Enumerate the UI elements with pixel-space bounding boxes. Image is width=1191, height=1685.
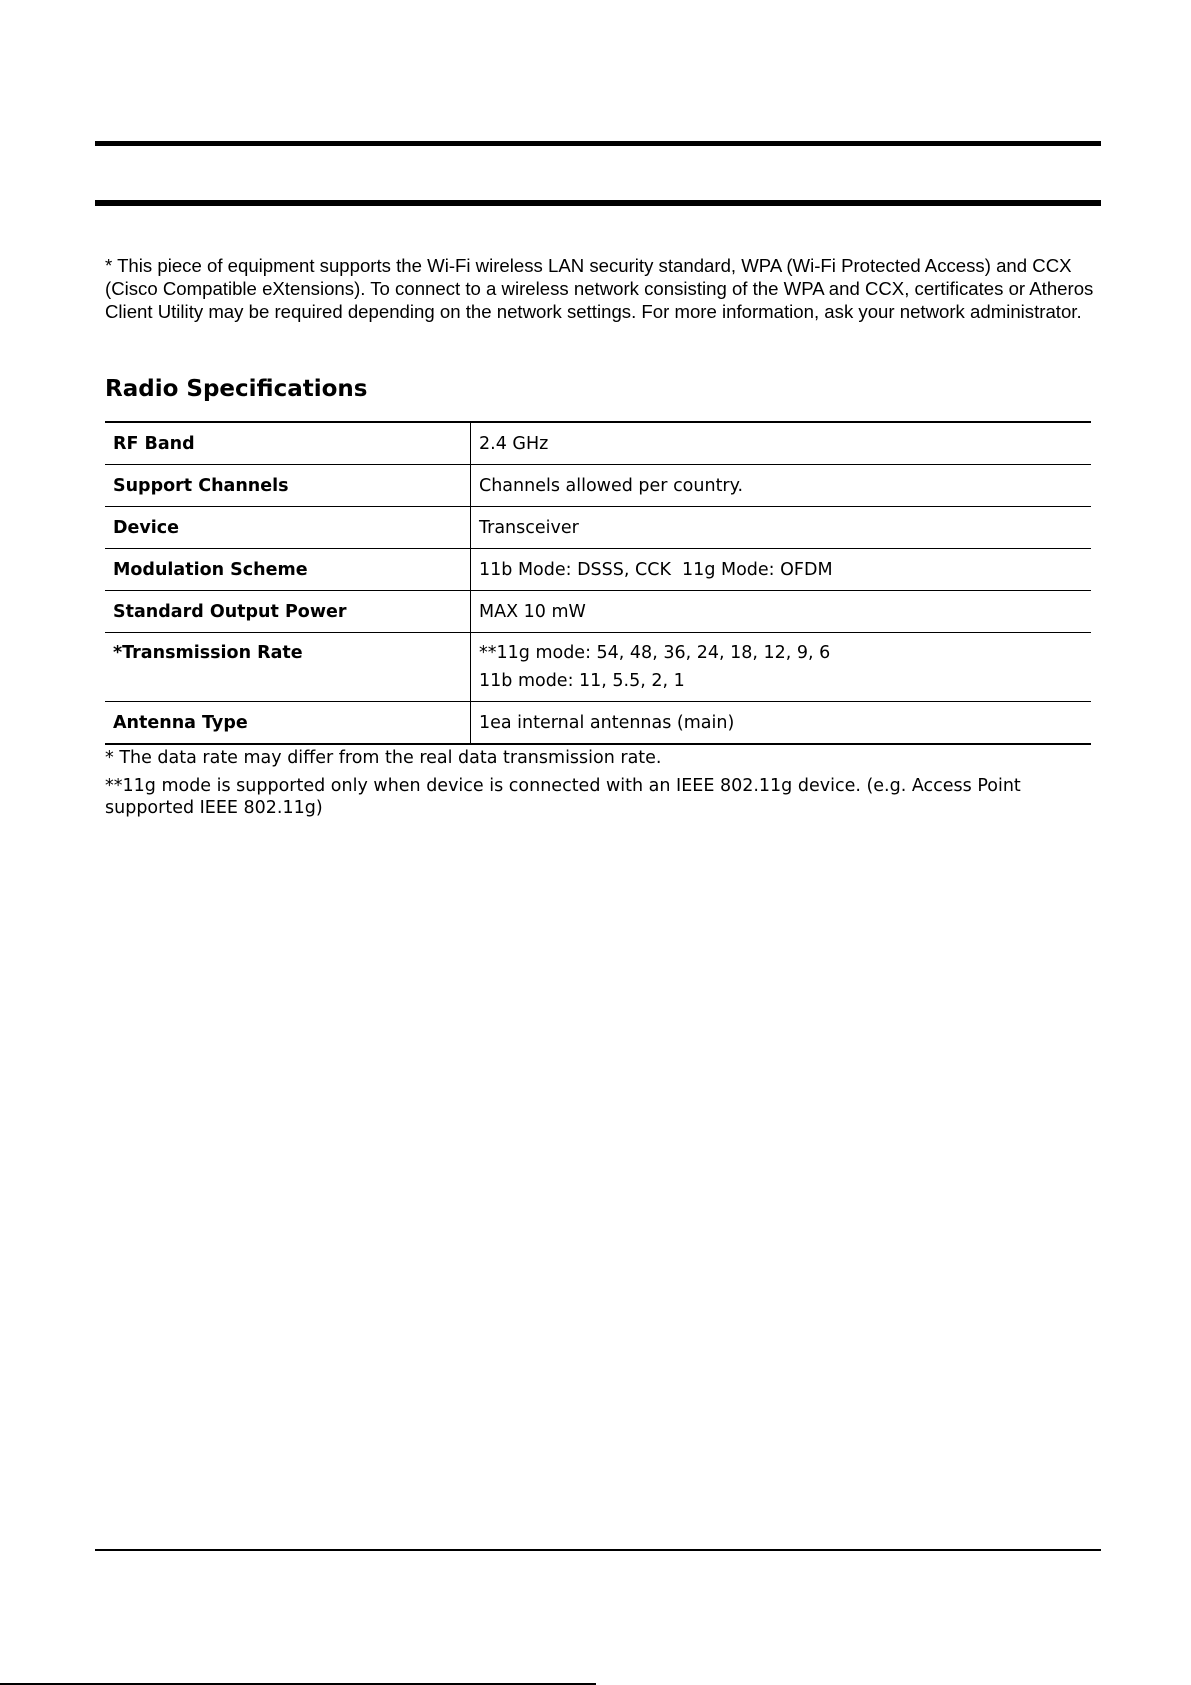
spec-label-transmission-rate: *Transmission Rate xyxy=(105,633,471,702)
transmission-rate-11b: 11b mode: 11, 5.5, 2, 1 xyxy=(479,671,685,691)
table-footnotes xyxy=(105,747,1095,825)
header-rule-bottom xyxy=(95,200,1101,206)
footer-rule xyxy=(95,1549,1101,1551)
spec-label-rf-band: RF Band xyxy=(105,422,471,465)
spec-label-standard-output-power: Standard Output Power xyxy=(105,591,471,633)
spec-value-modulation-scheme: 11b Mode: DSSS, CCK 11g Mode: OFDM xyxy=(479,559,833,580)
spec-label-support-channels: Support Channels xyxy=(105,465,471,507)
table-row xyxy=(105,549,1091,591)
spec-label-device: Device xyxy=(105,507,471,549)
table-row xyxy=(105,702,1091,745)
footnote-data-rate: * The data rate may differ from the real data transmission rate. xyxy=(105,748,662,768)
spec-value-antenna-type: 1ea internal antennas (main) xyxy=(479,712,735,733)
spec-value-transmission-rate xyxy=(471,633,1092,702)
table-row xyxy=(105,591,1091,633)
footnote-11g-mode: **11g mode is supported only when device is connected with an IEEE 802.11g device. (e.g. Access Point supported IEEE 802.11g) xyxy=(105,776,1021,818)
spec-value-support-channels: Channels allowed per country. xyxy=(479,475,744,496)
spec-label-antenna-type: Antenna Type xyxy=(105,702,471,745)
radio-specifications-table xyxy=(105,421,1091,745)
table-row xyxy=(105,422,1091,465)
transmission-rate-11g: **11g mode: 54, 48, 36, 24, 18, 12, 9, 6 xyxy=(479,643,831,663)
security-standard-note: * This piece of equipment supports the Wi-Fi wireless LAN security standard, WPA (Wi-Fi Protected Access) and CCX (Cisco Compatible eXtensions). To connect to a wireless network consisting of the WPA and CCX, certificates or Atheros Client Utility may be required depending on the network settings. For more information, ask your network administrator. xyxy=(105,255,1094,322)
spec-value-device: Transceiver xyxy=(479,517,579,538)
table-row xyxy=(105,507,1091,549)
table-row xyxy=(105,633,1091,702)
spec-label-modulation-scheme: Modulation Scheme xyxy=(105,549,471,591)
header-rule-top xyxy=(95,141,1101,146)
section-title: Radio Specifications xyxy=(105,376,368,402)
table-row xyxy=(105,465,1091,507)
spec-value-rf-band: 2.4 GHz xyxy=(479,433,549,454)
spec-value-standard-output-power: MAX 10 mW xyxy=(479,601,586,622)
